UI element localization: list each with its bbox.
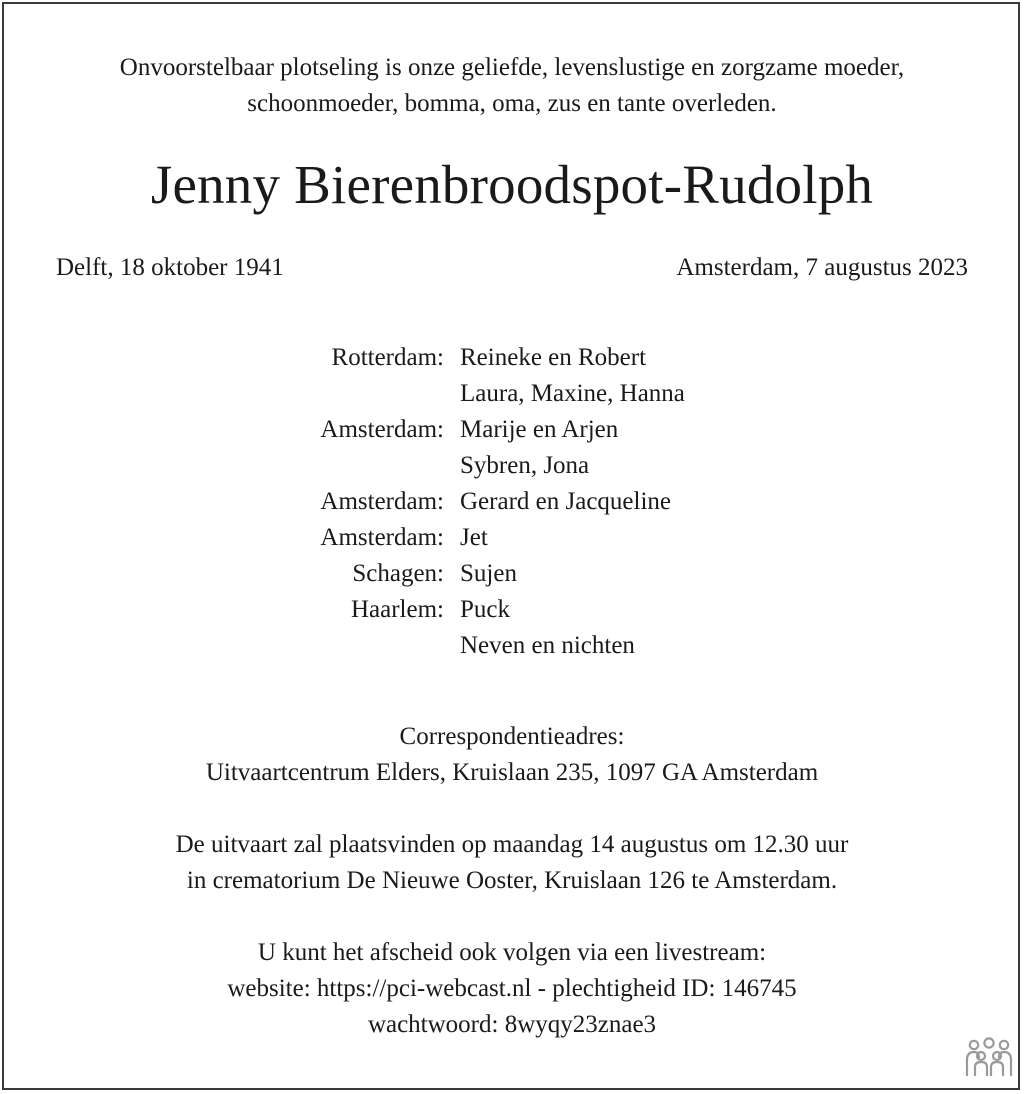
livestream-line-1: U kunt het afscheid ook volgen via een livestream: xyxy=(257,939,767,966)
family-names: Jet xyxy=(460,524,488,551)
family-names: Laura, Maxine, Hanna xyxy=(460,380,685,407)
family-row xyxy=(0,340,1024,376)
family-row xyxy=(0,484,1024,520)
family-names: Reineke en Robert xyxy=(460,344,647,371)
funeral-line-2: in crematorium De Nieuwe Ooster, Kruislaan 126 te Amsterdam. xyxy=(186,867,838,894)
family-row xyxy=(0,376,1024,412)
intro-line-2: schoonmoeder, bomma, oma, zus en tante overleden. xyxy=(247,90,777,117)
family-row xyxy=(0,412,1024,448)
correspondence-label: Correspondentieadres: xyxy=(399,723,625,750)
livestream-section xyxy=(0,935,1024,1043)
family-row xyxy=(0,628,1024,664)
family-names: Puck xyxy=(460,596,510,623)
livestream-line-3: wachtwoord: 8wyqy23znae3 xyxy=(367,1011,657,1038)
family-names: Sybren, Jona xyxy=(460,452,590,479)
family-place: Schagen: xyxy=(352,560,444,587)
family-names: Marije en Arjen xyxy=(460,416,619,443)
intro-text xyxy=(0,50,1024,122)
family-place: Amsterdam: xyxy=(320,416,444,443)
correspondence-section xyxy=(0,719,1024,791)
family-row xyxy=(0,592,1024,628)
family-row xyxy=(0,520,1024,556)
family-row xyxy=(0,556,1024,592)
funeral-section xyxy=(0,827,1024,899)
family-place: Haarlem: xyxy=(350,596,444,623)
family-names: Neven en nichten xyxy=(460,632,635,659)
family-place: Rotterdam: xyxy=(331,344,444,371)
family-place: Amsterdam: xyxy=(320,488,444,515)
family-list xyxy=(0,340,1024,664)
family-names: Gerard en Jacqueline xyxy=(460,488,671,515)
deceased-name: Jenny Bierenbroodspot-Rudolph xyxy=(150,154,874,215)
family-place: Amsterdam: xyxy=(320,524,444,551)
birth-place-date: Delft, 18 oktober 1941 xyxy=(56,254,284,281)
death-place-date: Amsterdam, 7 augustus 2023 xyxy=(676,254,968,281)
correspondence-address: Uitvaartcentrum Elders, Kruislaan 235, 1097 GA Amsterdam xyxy=(205,759,819,786)
people-group-icon xyxy=(964,1036,1014,1080)
family-row xyxy=(0,448,1024,484)
intro-line-1: Onvoorstelbaar plotseling is onze geliefde, levenslustige en zorgzame moeder, xyxy=(119,54,905,81)
funeral-line-1: De uitvaart zal plaatsvinden op maandag 14 augustus om 12.30 uur xyxy=(175,831,849,858)
livestream-line-2: website: https://pci-webcast.nl - plechtigheid ID: 146745 xyxy=(227,975,797,1002)
family-names: Sujen xyxy=(460,560,517,587)
